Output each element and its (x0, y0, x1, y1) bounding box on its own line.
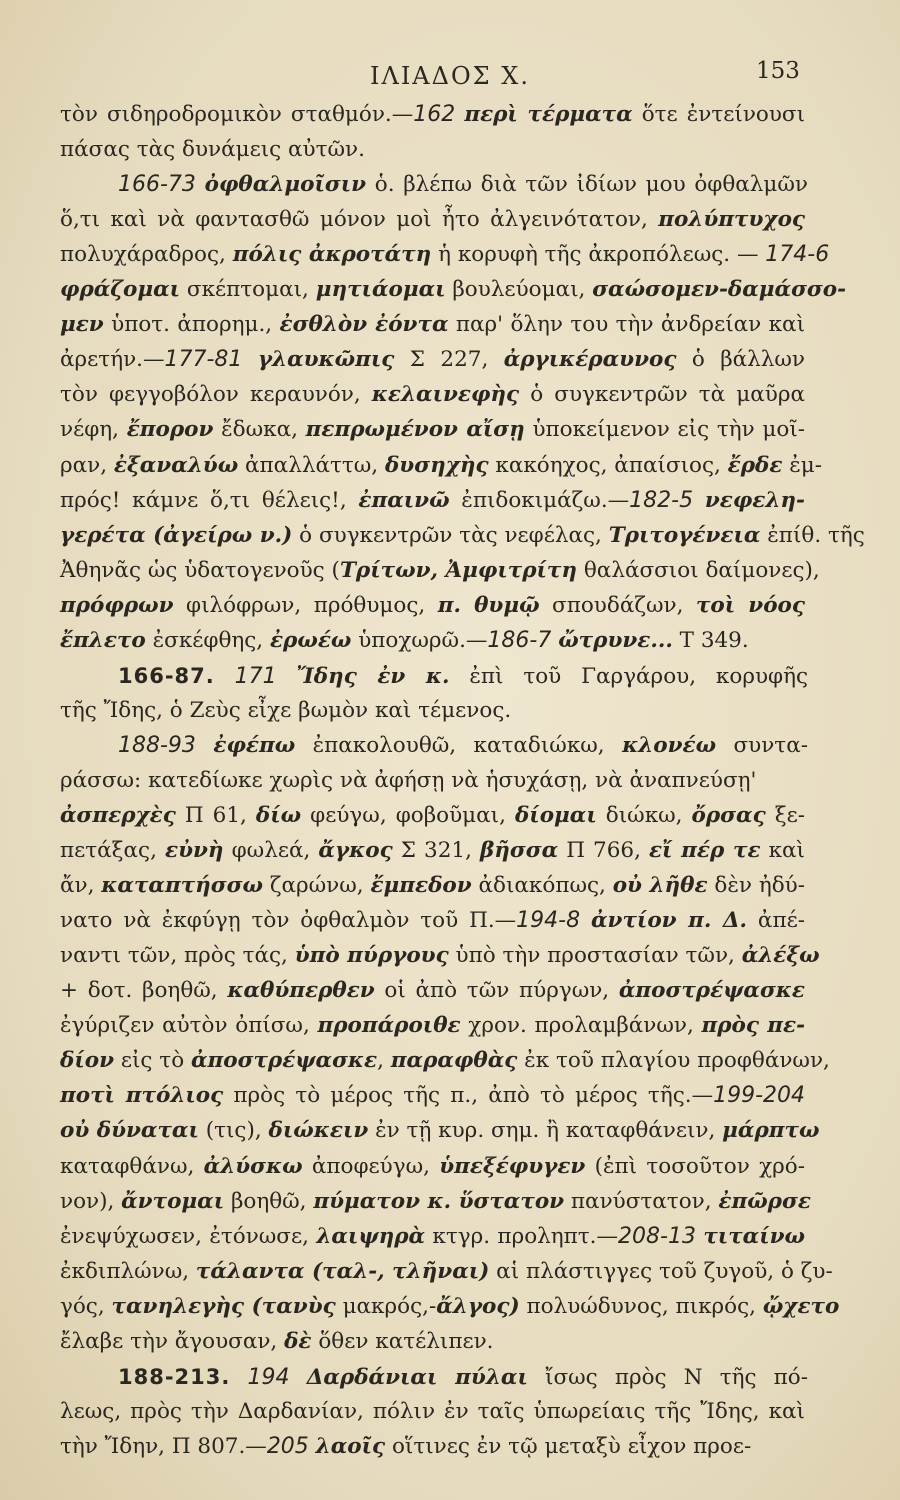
lemma: τανηλεγὴς (τανὺς (111, 1293, 336, 1319)
gloss-text: ἀπέ- (747, 908, 805, 934)
gloss-text: πανύστατον, (564, 1188, 719, 1214)
lemma: ὑπεξέφυγεν (439, 1153, 586, 1179)
text-line (60, 624, 805, 658)
lemma: νεφελη- (704, 487, 805, 513)
lemma: ᾤχετο (762, 1293, 840, 1319)
gloss-text: ξε- (765, 803, 805, 828)
gloss-text: πολυώδυνος, πικρός, (519, 1293, 763, 1319)
text-line (60, 1114, 820, 1148)
gloss-text: ἀρετήν.— (60, 347, 165, 373)
text-line (60, 869, 805, 903)
text-line (60, 1290, 840, 1324)
lemma: γλαυκῶπις (257, 347, 395, 373)
gloss-text: τὸν σιδηροδρομικὸν σταθμόν.— (60, 102, 414, 127)
gloss-text: παρ' ὅλην του τὴν ἀνδρείαν καὶ (448, 312, 805, 338)
lemma: ἔπλετο (60, 627, 146, 653)
gloss-text: ἐγύριζεν αὐτὸν ὀπίσω, (60, 1013, 318, 1039)
lemma: ἔπορον (126, 417, 214, 443)
lemma: οὐ δύναται (60, 1118, 199, 1144)
gloss-text: κτγρ. προληπτ.— (425, 1223, 619, 1249)
text-line (60, 378, 805, 412)
text-line (60, 1430, 805, 1464)
gloss-text: ὅ,τι καὶ νὰ φαντασθῶ μόνον μοὶ ἦτο ἀλγεινότατον, (60, 207, 659, 233)
gloss-text: βουλεύομαι, (445, 277, 593, 303)
gloss-text (196, 172, 205, 197)
gloss-text (455, 102, 464, 127)
gloss-text (277, 664, 297, 689)
text-line (60, 764, 805, 798)
gloss-text: τὸν φεγγοβόλον κεραυνόν, (60, 382, 372, 408)
gloss-text: εἰς τὸ (114, 1048, 191, 1074)
text-line (60, 484, 805, 518)
gloss-text: Π 61, (175, 803, 256, 828)
gloss-text: ἀπαλλάττω, (238, 452, 385, 478)
lemma: ἐπῶρσε (718, 1188, 811, 1214)
gloss-text: λεως, πρὸς τὴν Δαρδανίαν, πόλιν ἐν ταῖς ὑπωρείαις τῆς Ἴδης, καὶ (60, 1398, 805, 1424)
lemma: ὑπὸ πύργους (294, 943, 449, 969)
lemma: π. θυμῷ (437, 592, 540, 618)
gloss-text: ἐνεψύχωσεν, ἐτόνωσε, (60, 1223, 317, 1249)
text-line (60, 449, 823, 483)
lemma: ἐφέπω (213, 732, 296, 758)
gloss-text: πρὸς τὸ μέρος τῆς π., ἀπὸ τὸ μέρος τῆς.— (223, 1083, 714, 1109)
verse-reference: 188-213. (118, 1364, 231, 1389)
gloss-text: μακρός,- (335, 1293, 437, 1319)
gloss-text: ὁ βάλλων (676, 347, 805, 373)
gloss-text: νον), (60, 1188, 122, 1214)
text-line (60, 1079, 805, 1113)
lemma: ἄλγος) (436, 1293, 520, 1319)
lemma: εὐνὴ (165, 838, 224, 864)
gloss-text: Τ 349. (672, 627, 749, 653)
lemma: ἄντομαι (121, 1188, 225, 1214)
gloss-text: ὑπὸ τὴν προστασίαν τῶν, (448, 943, 742, 969)
gloss-text: φωλεά, (223, 838, 319, 864)
verse-reference: 199-204 (713, 1083, 805, 1109)
verse-reference: 166-87. (118, 663, 215, 688)
verse-reference: 205 (266, 1433, 309, 1459)
gloss-text: νέφη, (60, 417, 127, 443)
lemma: περὶ τέρματα (464, 102, 633, 127)
lemma: ἀποστρέψασκε (618, 978, 805, 1004)
text-line (60, 1395, 805, 1429)
verse-reference: 177-81 (164, 347, 243, 373)
text-line (60, 1325, 805, 1359)
lemma: ἀσπερχὲς (60, 803, 176, 828)
lemma: ἀντίον π. Δ. (590, 908, 748, 934)
lemma: ποτὶ πτόλιος (60, 1083, 224, 1109)
text-line (60, 974, 805, 1008)
lemma: φράζομαι (60, 277, 181, 303)
lemma: ἐρωέω (269, 627, 352, 653)
text-line (60, 1255, 833, 1289)
text-line (60, 939, 820, 973)
text-line (60, 589, 805, 623)
lemma: ἔρδε (727, 452, 783, 478)
lemma: ἔμπεδον (370, 873, 472, 899)
gloss-text: ἐπακολουθῶ, καταδιώκω, (295, 732, 623, 758)
lemma: ἀλύσκω (203, 1153, 303, 1179)
gloss-text: Ἀθηνᾶς ὡς ὑδατογενοῦς ( (60, 557, 340, 583)
gloss-text: Π 766, (558, 838, 649, 864)
lemma: ὀφθαλμοῖσιν (204, 172, 367, 198)
gloss-text: ἀδιακόπως, (471, 873, 613, 899)
gloss-text: ὅθεν κατέλιπεν. (311, 1328, 494, 1354)
gloss-text: βοηθῶ, (224, 1188, 314, 1214)
lemma: Δαρδάνιαι πύλαι (306, 1364, 528, 1390)
gloss-text: Σ 321, (392, 838, 480, 864)
lemma: τοὶ νόος (695, 592, 805, 618)
gloss-text: ἐκδιπλώνω, (60, 1258, 196, 1284)
running-title: ΙΛΙΑΔΟΣ Χ. (370, 62, 530, 90)
page-number: 153 (756, 58, 800, 84)
text-line (60, 1220, 805, 1254)
gloss-text: ἐκ τοῦ πλαγίου προφθάνων, (517, 1048, 830, 1074)
text-line (60, 308, 805, 342)
gloss-text: σπουδάζων, (539, 592, 696, 618)
lemma: οὐ λῆθε (612, 873, 708, 899)
gloss-text: ζαρώνω, (262, 873, 371, 899)
gloss-text: ὅτε ἐντείνουσι (632, 102, 806, 127)
gloss-text: γός, (60, 1293, 112, 1319)
text-line (60, 904, 805, 938)
gloss-text: ἐπίθ. τῆς (760, 522, 865, 548)
text-line (60, 413, 805, 447)
lemma: καθύπερθεν (227, 978, 375, 1004)
verse-reference: 194-8 (516, 908, 581, 934)
text-line (60, 799, 805, 833)
gloss-text: τὴν Ἴδην, Π 807.— (60, 1433, 267, 1459)
gloss-text: ἀποφεύγω, (302, 1153, 440, 1179)
gloss-text: ὁ συγκεντρῶν τὰς νεφέλας, (292, 522, 609, 548)
gloss-text: σκέπτομαι, (180, 277, 316, 303)
gloss-text: ἐν τῇ κυρ. σημ. ἢ καταφθάνειν, (368, 1118, 723, 1144)
gloss-text (693, 488, 705, 513)
lemma: πόλις ἀκροτάτη (232, 242, 432, 268)
text-line (60, 1044, 830, 1078)
lemma: μητιάομαι (315, 277, 446, 303)
lemma: πρὸς πε- (701, 1013, 806, 1039)
lemma: μεν (60, 312, 104, 338)
lemma: προπάροιθε (317, 1013, 461, 1039)
lemma: γερέτα (ἀγείρω ν.) (60, 522, 293, 548)
verse-reference: 188-93 (118, 732, 196, 758)
gloss-text: ἐσκέφθης, (145, 627, 270, 653)
gloss-text (580, 908, 591, 933)
gloss-text: (ἐπὶ τοσοῦτον χρό- (585, 1153, 805, 1179)
verse-reference: 208-13 (618, 1223, 696, 1249)
gloss-text (230, 1365, 247, 1390)
text-line (118, 168, 808, 202)
lemma: λαιψηρὰ (316, 1223, 426, 1249)
verse-reference: 194 (247, 1364, 290, 1390)
lemma: ἐξαναλύω (113, 452, 239, 478)
lemma: δὲ (284, 1328, 312, 1354)
text-line (118, 729, 808, 763)
gloss-text: πρός! κάμνε ὅ,τι θέλεις!, (60, 487, 359, 513)
gloss-text: διώκω, (596, 803, 692, 828)
text-line (60, 238, 830, 272)
lemma: πολύπτυχος (658, 207, 805, 233)
gloss-text: ὁ συγκεντρῶν τὰ μαῦρα (519, 382, 806, 408)
gloss-text: ὑποχωρῶ.— (351, 627, 488, 653)
gloss-text: ἴσως πρὸς Ν τῆς πό- (527, 1364, 809, 1390)
gloss-text: πολυχάραδρος, (60, 242, 233, 268)
lemma: διώκειν (268, 1118, 369, 1144)
gloss-text: ραν, (60, 452, 114, 478)
lemma: δίομαι (514, 803, 597, 828)
text-line (60, 1185, 811, 1219)
verse-reference: 166-73 (118, 172, 196, 198)
gloss-text: πετάξας, (60, 838, 165, 864)
lemma: ὄρσας (691, 803, 766, 828)
gloss-text: κακόηχος, ἀπαίσιος, (488, 452, 728, 478)
lemma: κλονέω (622, 732, 717, 758)
text-line (60, 98, 805, 132)
lemma: μάρπτω (722, 1118, 820, 1144)
gloss-text (290, 1365, 307, 1390)
gloss-text: καὶ (760, 838, 805, 864)
text-line (60, 343, 805, 377)
lemma: παραφθὰς (390, 1048, 518, 1074)
gloss-text: αἱ πλάστιγγες τοῦ ζυγοῦ, ὁ ζυ- (489, 1258, 833, 1284)
gloss-text: δὲν ἠδύ- (707, 873, 805, 899)
lemma: Τριτογένεια (608, 522, 761, 548)
lemma: δίον (60, 1048, 115, 1074)
gloss-text: ἐπὶ τοῦ Γαργάρου, κορυφῆς (449, 663, 808, 689)
lemma: ἀποστρέψασκε (190, 1048, 378, 1074)
gloss-text: (τις), (198, 1118, 269, 1144)
text-line (60, 834, 805, 868)
lemma: πρόφρων (60, 592, 174, 618)
gloss-text (215, 664, 235, 689)
lemma: τάλαντα (ταλ-, τλῆναι) (195, 1258, 490, 1284)
text-line (60, 273, 847, 307)
text-line (60, 203, 805, 237)
verse-reference: 174-6 (765, 242, 830, 268)
gloss-text: , (377, 1048, 391, 1074)
gloss-text: ἄν, (60, 873, 102, 899)
page-header (0, 58, 900, 88)
text-line (60, 1150, 805, 1184)
gloss-text: ναντι τῶν, πρὸς τάς, (60, 943, 295, 969)
gloss-text (196, 733, 213, 758)
gloss-text: ὑποκείμενον εἰς τὴν μοῖ- (524, 417, 806, 443)
gloss-text (242, 347, 257, 372)
gloss-text: ράσσω: κατεδίωκε χωρὶς νὰ ἀφήσῃ νὰ ἡσυχάσῃ, νὰ ἀναπνεύσῃ' (60, 767, 757, 793)
text-line (60, 694, 805, 728)
gloss-text: οἱ ἀπὸ τῶν πύργων, (374, 978, 619, 1004)
gloss-text: φεύγω, φοβοῦμαι, (301, 803, 515, 828)
lemma: ἐσθλὸν ἐόντα (279, 312, 449, 338)
gloss-text: χρον. προλαμβάνων, (460, 1013, 702, 1039)
gloss-text: τῆς Ἴδης, ὁ Ζεὺς εἶχε βωμὸν καὶ τέμενος. (60, 697, 512, 723)
gloss-text: ἡ κορυφὴ τῆς ἀκροπόλεως. — (431, 242, 766, 268)
lemma: ἄγκος (318, 838, 393, 864)
lemma: ἀλέξω (741, 943, 820, 969)
gloss-text: πάσας τὰς δυνάμεις αὐτῶν. (60, 137, 365, 163)
lemma: ἐπαινῶ (358, 487, 450, 513)
text-line (60, 519, 865, 553)
verse-reference: 171 (234, 663, 277, 689)
gloss-text: θαλάσσιοι δαίμονες), (577, 557, 820, 583)
lemma: λαοῖς (315, 1433, 386, 1459)
lemma: βῆσσα (479, 838, 559, 864)
gloss-text: φιλόφρων, πρόθυμος, (173, 592, 438, 618)
gloss-text: + δοτ. βοηθῶ, (60, 978, 228, 1004)
gloss-text (309, 1434, 316, 1459)
verse-reference: 186-7 (487, 627, 552, 653)
text-line (118, 1360, 808, 1394)
gloss-text: Σ 227, (394, 347, 504, 373)
lemma: σαώσομεν-δαμάσσο- (592, 277, 847, 303)
lemma: δίω (255, 803, 302, 828)
gloss-text: ἔλαβε τὴν ἄγουσαν, (60, 1328, 285, 1354)
lemma: δυσηχὴς (384, 452, 489, 478)
text-line (60, 133, 805, 167)
lemma: Ἴδης ἐν κ. (296, 663, 450, 689)
lemma: πύματον κ. ὕστατον (313, 1188, 565, 1214)
text-line (118, 659, 808, 693)
gloss-text: οἵτινες ἐν τῷ μεταξὺ εἶχον προε- (385, 1433, 752, 1459)
gloss-text: συντα- (716, 732, 808, 758)
gloss-text: καταφθάνω, (60, 1153, 204, 1179)
gloss-text: ὑποτ. ἀπορημ., (103, 312, 280, 338)
lemma: κελαινεφὴς (371, 382, 520, 408)
lemma: ὤτρυνε... (558, 627, 673, 653)
gloss-text: ἐπιδοκιμάζω.— (449, 487, 630, 513)
text-line (60, 1009, 805, 1043)
gloss-text: ἐμ- (782, 452, 823, 478)
lemma: πεπρωμένον αἴσῃ (305, 417, 525, 443)
text-line (60, 554, 820, 588)
verse-reference: 162 (413, 102, 456, 127)
lemma: τιταίνω (703, 1223, 806, 1249)
lemma: εἴ πέρ τε (648, 838, 761, 864)
lemma: ἀργικέραυνος (503, 347, 677, 373)
gloss-text: ὁ. βλέπω διὰ τῶν ἰδίων μου ὀφθαλμῶν (366, 172, 808, 198)
gloss-text: ἔδωκα, (213, 417, 306, 443)
verse-reference: 182-5 (629, 487, 694, 513)
lemma: Τρίτων, Ἀμφιτρίτη (339, 557, 578, 583)
gloss-text: νατο νὰ ἐκφύγῃ τὸν ὀφθαλμὸν τοῦ Π.— (60, 908, 517, 934)
lemma: καταπτήσσω (101, 873, 263, 899)
